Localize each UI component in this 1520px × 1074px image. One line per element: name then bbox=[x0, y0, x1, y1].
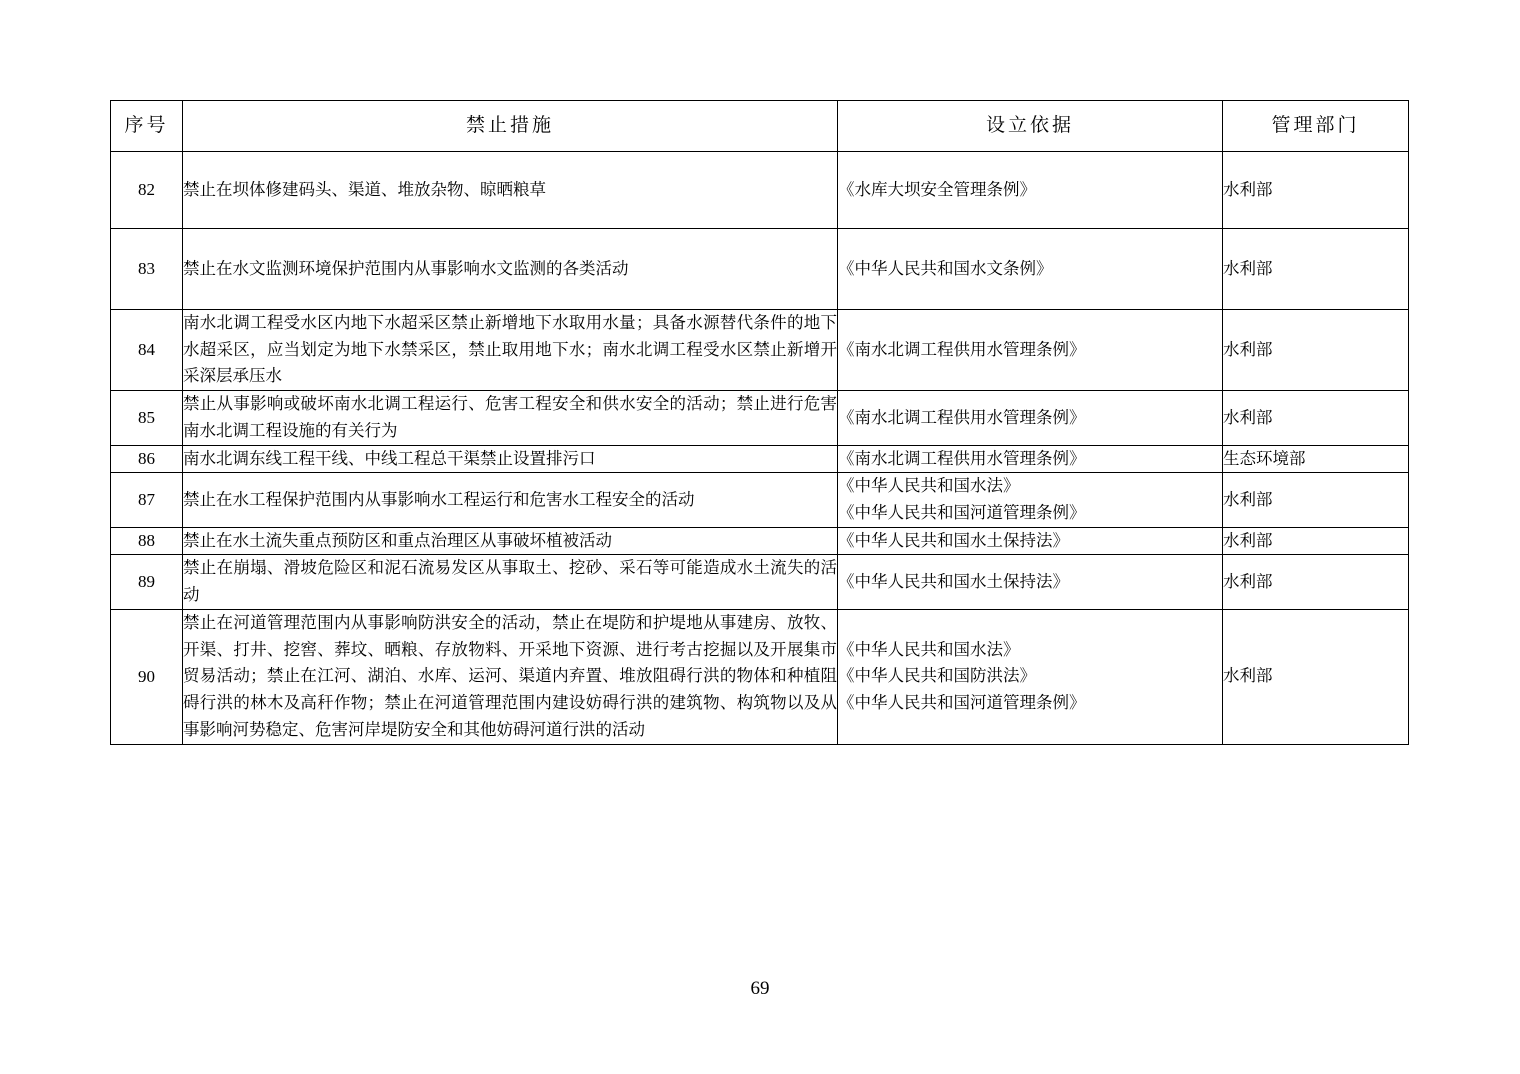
cell-basis bbox=[838, 555, 1223, 609]
cell-measure: 禁止在水土流失重点预防区和重点治理区从事破坏植被活动 bbox=[183, 527, 838, 555]
page-number: 69 bbox=[750, 978, 770, 999]
basis-line: 《中华人民共和国水文条例》 bbox=[838, 258, 1053, 278]
table-row bbox=[111, 310, 1409, 391]
basis-line: 《南水北调工程供用水管理条例》 bbox=[838, 339, 1086, 359]
basis-line: 《中华人民共和国河道管理条例》 bbox=[838, 693, 1086, 713]
cell-measure: 禁止在河道管理范围内从事影响防洪安全的活动，禁止在堤防和护堤地从事建房、放牧、开渠、打井、挖窖、葬坟、晒粮、存放物料、开采地下资源、进行考古挖掘以及开展集市贸易活动；禁止在江河、湖泊、水库、运河、渠道内弃置、堆放阻碍行洪的物体和种植阻碍行洪的林木及高秆作物；禁止在河道管理范围内建设妨碍行洪的建筑物、构筑物以及从事影响河势稳定、危害河岸堤防安全和其他妨碍河道行洪的活动 bbox=[183, 609, 838, 744]
table-body bbox=[111, 152, 1409, 745]
prohibition-measures-table-wrap bbox=[110, 100, 1408, 745]
table-row bbox=[111, 445, 1409, 473]
cell-measure: 南水北调东线工程干线、中线工程总干渠禁止设置排污口 bbox=[183, 445, 838, 473]
column-header-sequence-label: 序号 bbox=[124, 114, 169, 136]
cell-sequence: 85 bbox=[111, 391, 183, 445]
cell-basis bbox=[838, 445, 1223, 473]
basis-line: 《中华人民共和国水法》 bbox=[838, 476, 1020, 496]
table-row bbox=[111, 152, 1409, 229]
cell-sequence: 89 bbox=[111, 555, 183, 609]
cell-sequence: 82 bbox=[111, 152, 183, 229]
table-row bbox=[111, 527, 1409, 555]
basis-line: 《中华人民共和国水土保持法》 bbox=[838, 571, 1069, 591]
cell-sequence: 86 bbox=[111, 445, 183, 473]
cell-department: 水利部 bbox=[1223, 152, 1409, 229]
table-row bbox=[111, 391, 1409, 445]
cell-department: 水利部 bbox=[1223, 391, 1409, 445]
cell-basis bbox=[838, 391, 1223, 445]
column-header-department bbox=[1223, 101, 1409, 152]
basis-line: 《水库大坝安全管理条例》 bbox=[838, 179, 1036, 199]
basis-line: 《中华人民共和国水法》 bbox=[838, 639, 1020, 659]
cell-department: 生态环境部 bbox=[1223, 445, 1409, 473]
cell-department: 水利部 bbox=[1223, 473, 1409, 527]
basis-line: 《南水北调工程供用水管理条例》 bbox=[838, 407, 1086, 427]
cell-measure: 禁止从事影响或破坏南水北调工程运行、危害工程安全和供水安全的活动；禁止进行危害南水北调工程设施的有关行为 bbox=[183, 391, 838, 445]
table-row bbox=[111, 229, 1409, 310]
cell-basis bbox=[838, 609, 1223, 744]
cell-department: 水利部 bbox=[1223, 229, 1409, 310]
cell-basis bbox=[838, 152, 1223, 229]
cell-sequence: 87 bbox=[111, 473, 183, 527]
basis-line: 《中华人民共和国河道管理条例》 bbox=[838, 503, 1086, 523]
cell-sequence: 83 bbox=[111, 229, 183, 310]
cell-measure: 禁止在崩塌、滑坡危险区和泥石流易发区从事取土、挖砂、采石等可能造成水土流失的活动 bbox=[183, 555, 838, 609]
basis-line: 《南水北调工程供用水管理条例》 bbox=[838, 448, 1086, 468]
column-header-measure-label: 禁止措施 bbox=[465, 114, 554, 136]
column-header-measure bbox=[183, 101, 838, 152]
table-header bbox=[111, 101, 1409, 152]
column-header-basis-label: 设立依据 bbox=[985, 114, 1074, 136]
cell-measure: 禁止在坝体修建码头、渠道、堆放杂物、晾晒粮草 bbox=[183, 152, 838, 229]
cell-sequence: 84 bbox=[111, 310, 183, 391]
column-header-department-label: 管理部门 bbox=[1271, 114, 1360, 136]
table-row bbox=[111, 473, 1409, 527]
cell-department: 水利部 bbox=[1223, 555, 1409, 609]
prohibition-measures-table bbox=[110, 100, 1409, 745]
cell-sequence: 90 bbox=[111, 609, 183, 744]
cell-department: 水利部 bbox=[1223, 527, 1409, 555]
table-header-row bbox=[111, 101, 1409, 152]
column-header-basis bbox=[838, 101, 1223, 152]
column-header-sequence bbox=[111, 101, 183, 152]
cell-basis bbox=[838, 527, 1223, 555]
cell-basis bbox=[838, 229, 1223, 310]
basis-line: 《中华人民共和国防洪法》 bbox=[838, 666, 1036, 686]
table-row bbox=[111, 609, 1409, 744]
table-row bbox=[111, 555, 1409, 609]
cell-department: 水利部 bbox=[1223, 609, 1409, 744]
cell-basis bbox=[838, 310, 1223, 391]
cell-measure: 禁止在水工程保护范围内从事影响水工程运行和危害水工程安全的活动 bbox=[183, 473, 838, 527]
cell-measure: 南水北调工程受水区内地下水超采区禁止新增地下水取用水量；具备水源替代条件的地下水超采区，应当划定为地下水禁采区，禁止取用地下水；南水北调工程受水区禁止新增开采深层承压水 bbox=[183, 310, 838, 391]
cell-department: 水利部 bbox=[1223, 310, 1409, 391]
cell-measure: 禁止在水文监测环境保护范围内从事影响水文监测的各类活动 bbox=[183, 229, 838, 310]
cell-sequence: 88 bbox=[111, 527, 183, 555]
cell-basis bbox=[838, 473, 1223, 527]
basis-line: 《中华人民共和国水土保持法》 bbox=[838, 530, 1069, 550]
